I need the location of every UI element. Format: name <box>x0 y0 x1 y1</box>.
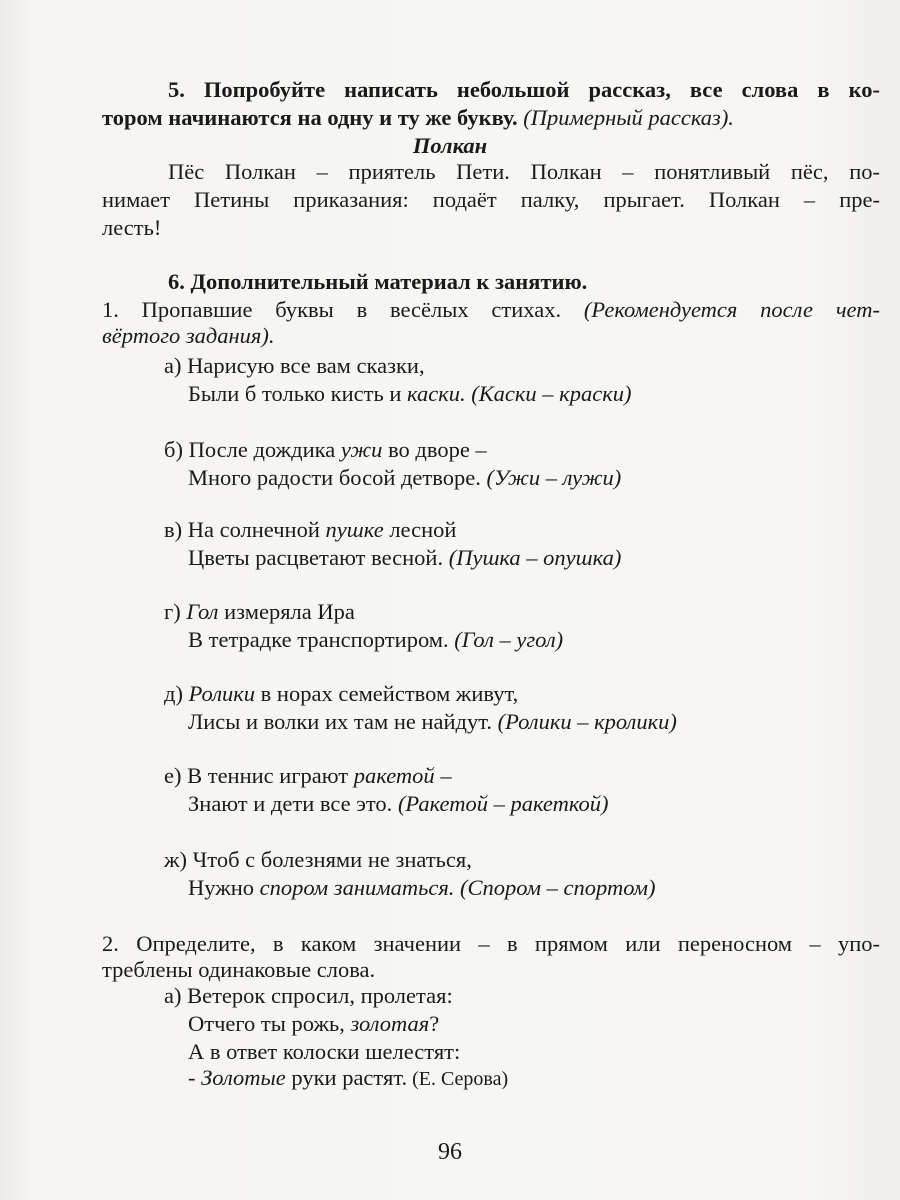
verse4-source: (Е. Серова) <box>407 1068 509 1090</box>
story-line3: лесть! <box>102 215 162 240</box>
poem-text: в) На солнечной <box>164 517 326 542</box>
verse-line3: А в ответ колоски шелестят: <box>188 1039 461 1064</box>
poem-text: а) Нарисую все вам сказки, <box>164 353 425 378</box>
poem-text: измеряла Ира <box>218 599 355 624</box>
section6-heading: 6. Дополнительный материал к занятию. <box>168 269 588 294</box>
poem-text: е) В теннис играют <box>164 763 354 788</box>
poem-text: В тетрадке транспортиром. <box>188 627 455 652</box>
poem-text: – <box>434 763 452 788</box>
poem-line2 <box>188 626 563 654</box>
story-line2: нимает Петины приказания: подаёт палку, прыгает. Полкан – пре- <box>102 187 880 212</box>
page-number: 96 <box>438 1139 462 1165</box>
task5-line2 <box>102 104 734 132</box>
task1-text: 1. Пропавшие буквы в весёлых стихах. <box>102 297 584 322</box>
poem-text: Знают и дети все это. <box>188 791 398 816</box>
story-line1: Пёс Полкан – приятель Пети. Полкан – понятливый пёс, по- <box>168 159 880 184</box>
poem-line1 <box>164 516 456 544</box>
poem-answer: (Каски – краски) <box>471 381 632 406</box>
verse2-end: ? <box>429 1011 440 1036</box>
poem-text: во дворе – <box>382 437 487 462</box>
task5-line1: 5. Попробуйте написать небольшой рассказ, все слова в ко- <box>168 77 880 102</box>
poem-text: ракетой <box>353 763 435 788</box>
poem-text: лесной <box>383 517 457 542</box>
story-title: Полкан <box>412 133 488 158</box>
poem-text: в норах семейством живут, <box>255 681 519 706</box>
poem-line1 <box>164 846 472 874</box>
poem-text: ужи <box>340 437 383 462</box>
poem-answer: (Гол – угол) <box>454 627 564 652</box>
poem-text: б) После дождика <box>164 437 341 462</box>
poem-text: г) <box>164 599 187 624</box>
poem-line1 <box>164 680 518 708</box>
poem-text: Гол <box>186 599 219 624</box>
task2-line2: треблены одинаковые слова. <box>102 957 376 982</box>
poem-text: каски. <box>407 381 472 406</box>
poem-line1 <box>164 762 452 790</box>
poem-line2 <box>188 708 677 736</box>
task2-line1: 2. Определите, в каком значении – в прямом или переносном – упо- <box>102 931 880 956</box>
verse-line4 <box>188 1064 508 1093</box>
poem-text: Ролики <box>188 681 256 706</box>
poem-text: Много радости босой детворе. <box>188 465 487 490</box>
poem-text: пушке <box>325 517 384 542</box>
verse-line1: а) Ветерок спросил, пролетая: <box>164 983 453 1008</box>
task5-note: (Примерный рассказ). <box>517 105 734 130</box>
poem-line1 <box>164 436 487 464</box>
verse4-dash: - <box>188 1065 202 1090</box>
poem-text: ж) Чтоб с болезнями не знаться, <box>164 847 472 872</box>
poem-line2 <box>188 544 621 572</box>
verse2-a: Отчего ты рожь, <box>188 1011 351 1036</box>
verse2-italic: золотая <box>350 1011 430 1036</box>
verse-line2 <box>188 1010 439 1038</box>
task1-note: (Рекомендуется после чет- <box>583 297 880 322</box>
task5-text: тором начинаются на одну и ту же букву. <box>102 105 518 130</box>
task1-line1 <box>102 296 880 324</box>
poem-line2 <box>188 790 609 818</box>
poem-line2 <box>188 874 655 902</box>
poem-answer: (Пушка – опушка) <box>448 545 622 570</box>
poem-text: спором <box>259 875 329 900</box>
poem-answer: (Ужи – лужи) <box>486 465 622 490</box>
task1-line2: вёртого задания). <box>102 323 275 348</box>
poem-line2 <box>188 380 631 408</box>
poem-line1 <box>164 352 425 380</box>
poem-answer: заниматься. (Спором – спортом) <box>328 875 656 900</box>
verse4-italic: Золотые <box>201 1065 286 1090</box>
poem-line2 <box>188 464 621 492</box>
poem-text: Нужно <box>188 875 260 900</box>
poem-text: Были б только кисть и <box>188 381 407 406</box>
poem-text: Лисы и волки их там не найдут. <box>188 709 498 734</box>
poem-line1 <box>164 598 355 626</box>
poem-answer: (Ролики – кролики) <box>497 709 677 734</box>
verse4-end: руки растят. <box>285 1065 408 1090</box>
poem-text: д) <box>164 681 189 706</box>
poem-text: Цветы расцветают весной. <box>188 545 449 570</box>
poem-answer: (Ракетой – ракеткой) <box>397 791 609 816</box>
